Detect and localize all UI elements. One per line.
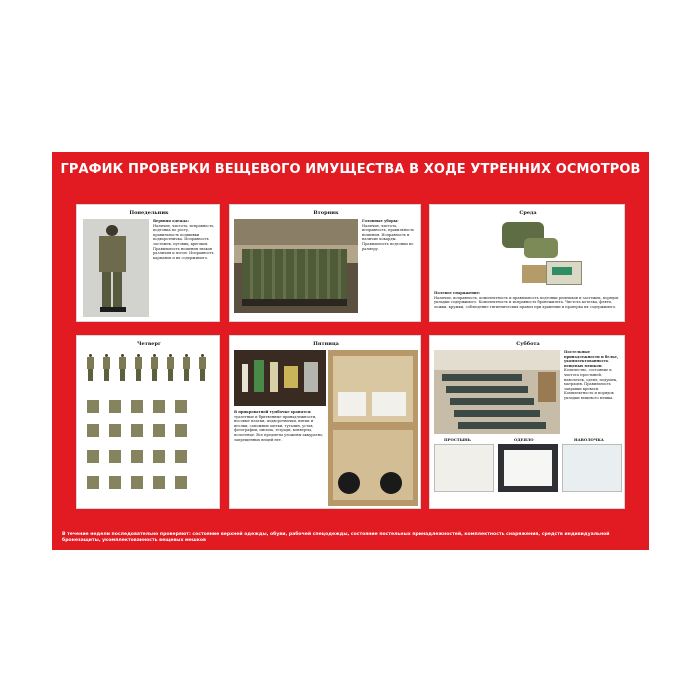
blanket-label: ОДЕЯЛО [514, 437, 534, 442]
poster-title: ГРАФИК ПРОВЕРКИ ВЕЩЕВОГО ИМУЩЕСТВА В ХОДЕ УТРЕННИХ ОСМОТРОВ [60, 162, 641, 177]
panel-wednesday [429, 204, 625, 322]
toiletries-photo [234, 350, 326, 406]
panel-text [564, 350, 622, 401]
panel-title: Суббота [516, 341, 540, 347]
panel-text [234, 410, 326, 442]
pillowcase-photo [562, 444, 622, 492]
sheet-photo [434, 444, 494, 492]
panel-text-body: Наличие, чистота, исправность, правильность ношения. Исправность и наличие кокарды. Правильность подгонки по размеру. [362, 223, 415, 251]
sheet-label: ПРОСТЫНЬ [444, 437, 471, 442]
nightstand-photo [328, 350, 418, 506]
panel-text [153, 219, 216, 260]
panel-title: Вторник [313, 210, 339, 216]
panel-tuesday [229, 204, 421, 322]
panel-friday [229, 335, 421, 509]
soldier-photo [83, 219, 149, 317]
panel-text-heading: Верхняя одежда: [153, 219, 189, 223]
panel-text-body: Количество, состояние и чистота простыней, наволочек, одеял, подушек, матрацев. Правильность заправки кровати. Комплектность и порядок укладки вещевого мешка. [564, 368, 618, 400]
equipment-photo [496, 218, 564, 262]
formation-photo [234, 219, 358, 313]
uniforms-photo [83, 350, 217, 504]
poster [52, 152, 649, 550]
panel-text-heading: Головные уборы: [362, 219, 399, 223]
panel-title: Среда [519, 210, 537, 216]
barracks-photo [434, 350, 560, 434]
panel-title: Понедельник [129, 210, 169, 216]
pillowcase-label: НАВОЛОЧКА [574, 437, 604, 442]
panel-saturday [429, 335, 625, 509]
panel-text-heading: Постельные принадлежности и белье, укомплектованность вещевых мешков: [564, 350, 619, 368]
panel-title: Четверг [136, 341, 162, 347]
panel-text [362, 219, 418, 251]
panel-text-body: Наличие, чистота, исправность, подгонка по росту, правильность подшивки подворотничка. Исправность застежек, пуговиц, крючков. Правильность ношения знаков различия и погон. Исправность карманов и их содержимого. [153, 223, 215, 260]
panel-title: Пятница [313, 341, 339, 347]
panel-text-heading: В прикроватной тумбочке хранятся: [234, 410, 312, 414]
panel-monday [76, 204, 220, 322]
poster-footer: В течение недели последовательно проверяют: состояние верхней одежды, обуви, рабочей спецодежды, состояние постельных принадлежностей, комплектность снаряжения, средств индивидуальной бронезащиты, укомплектованность вещевых мешков [62, 532, 610, 543]
panel-thursday [76, 335, 220, 509]
panel-text-body: туалетные и бритвенные принадлежности, носовые платки, подворотнички, нитки и иголки, сапожные щетки, гуталин, устав, фотографии, письма, тетради, конверты, полотенце. Все предметы уложены аккуратно, запрещенных вещей нет. [234, 414, 324, 442]
panel-text-heading: Полевое снаряжение: [434, 291, 481, 295]
blanket-photo [498, 444, 558, 492]
panel-text [434, 291, 622, 309]
panel-text-body: Наличие, исправность, комплектность и правильность подгонки ремешков и застежек, порядок укладки содержимого. Комплектность и исправность бронежилета. Чистота котелка, фляги, ложки, кружки, соблюдение гигиенических правил при хранении и проверка их содержимого. [434, 295, 619, 309]
kit-photo [522, 257, 582, 287]
